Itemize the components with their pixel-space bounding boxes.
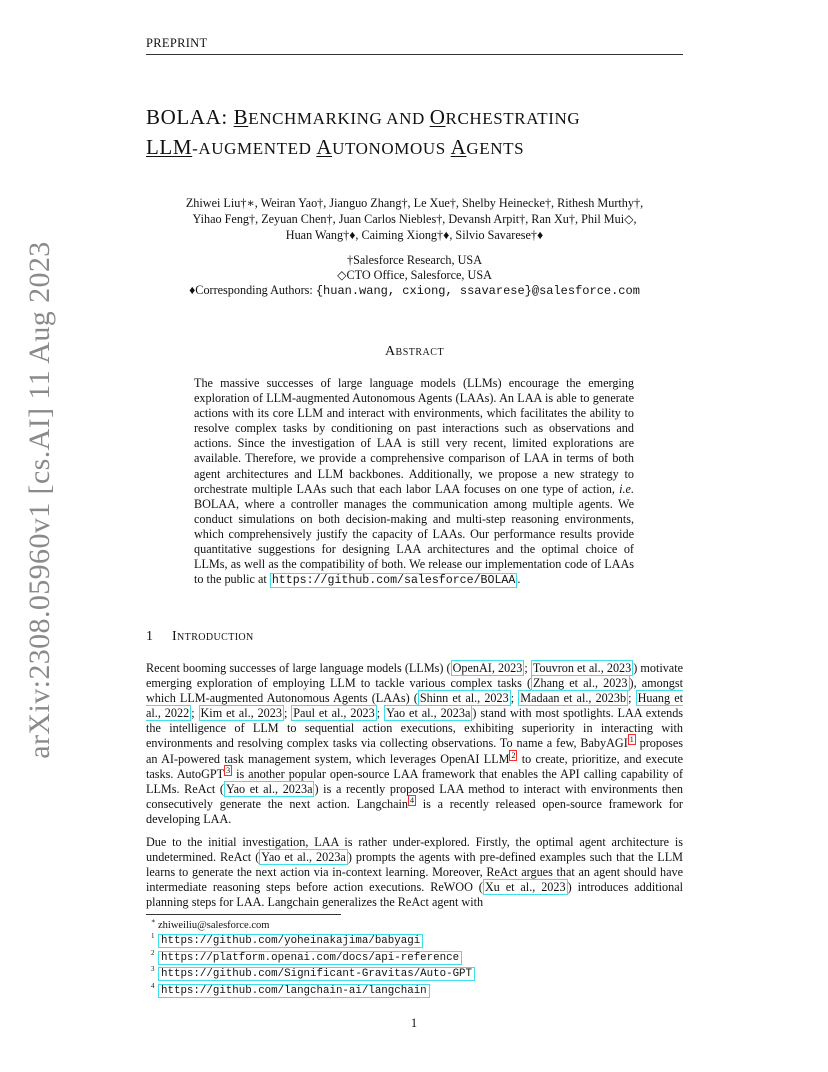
footnote-mark: 2 xyxy=(151,948,155,957)
citation-link[interactable]: Yao et al., 2023a xyxy=(261,850,346,865)
intro-paragraph-2 xyxy=(146,835,683,910)
paragraph-text: proposes an AI-powered task management system, which leverages OpenAI LLM xyxy=(146,736,683,766)
author-line: Zhiwei Liu†∗, Weiran Yao†, Jianguo Zhang†, Le Xue†, Shelby Heinecke†, Rithesh Murthy†, xyxy=(185,196,644,210)
abstract-ie: i.e. xyxy=(619,481,634,496)
paragraph-text: to create, prioritize, and execute tasks. AutoGPT xyxy=(146,751,683,781)
footnote-item xyxy=(151,948,475,966)
citation-link[interactable]: Shinn et al., 2023 xyxy=(419,691,509,706)
abstract-body xyxy=(194,376,634,588)
paragraph-text: ; xyxy=(510,691,519,706)
paper-title xyxy=(146,103,683,163)
paragraph-text: ; xyxy=(376,706,385,721)
footnote-link[interactable]: https://platform.openai.com/docs/api-reference xyxy=(158,951,462,965)
affiliations xyxy=(146,253,683,299)
paragraph-text: ) introduces additional planning steps for LAA. Langchain generalizes the ReAct agent with xyxy=(146,880,683,910)
citation-link[interactable]: Xu et al., 2023 xyxy=(484,880,566,895)
corresponding-authors xyxy=(146,283,683,299)
author-line: Yihao Feng†, Zeyuan Chen†, Juan Carlos Niebles†, Devansh Arpit†, Ran Xu†, Phil Mui◇, xyxy=(192,212,637,226)
citation-link[interactable]: Yao et al., 2023a xyxy=(386,706,471,721)
paragraph-text: ; xyxy=(191,706,199,721)
abstract-text-2: BOLAA, where a controller manages the communication among multiple agents. We conduct simulations on both decision-making and multi-step reasoning environments, which comprehensively justify the capacity of LAAs. Our performance results provide quantitative suggestions for designing LAA architectures and the optimal choice of LLMs, as well as the compatibility of both. We release our implementation code of LAAs to the public at xyxy=(194,496,634,587)
footnote-mark: ∗ xyxy=(151,917,156,925)
footnote-marker[interactable]: 1 xyxy=(629,735,634,745)
paragraph-text: ) prompts the agents with pre-defined examples such that the LLM learns to generate the next action via in-context learning. Moreover, ReAct argues that an agent should have intermediate reasoning steps before action executions. ReWOO ( xyxy=(146,850,684,895)
footnote-mark: 1 xyxy=(151,932,155,941)
footnote-item xyxy=(151,932,475,949)
citation-link[interactable]: Touvron et al., 2023 xyxy=(532,661,632,675)
affiliation-line: ◇CTO Office, Salesforce, USA xyxy=(337,268,492,282)
paragraph-text: ) motivate emerging exploration of employing LLM to tackle various complex tasks ( xyxy=(146,661,684,691)
author-list xyxy=(146,195,683,243)
author-line: Huan Wang†♦, Caiming Xiong†♦, Silvio Savarese†♦ xyxy=(285,228,544,242)
code-repo-link[interactable]: https://github.com/salesforce/BOLAA xyxy=(271,574,516,588)
title-part: ENCHMARKING AND xyxy=(248,109,430,128)
paragraph-text: ; xyxy=(628,691,636,706)
title-underlined-letter: LLM xyxy=(146,135,193,159)
running-head: PREPRINT xyxy=(146,36,683,55)
abstract-text: The massive successes of large language models (LLMs) encourage the emerging exploration of LLM-augmented Autonomous Agents (LAAs). An LAA is able to generate actions with its core LLM and interact with environments, which facilitates the ability to resolve complex tasks by conditioning on past interactions such as observations and actions. Since the investigation of LAA is still very recent, limited explorations are available. Therefore, we provide a comprehensive comparison of LAA in terms of both agent architectures and LLM backbones. Additionally, we propose a new strategy to orchestrate multiple LAAs such that each labor LAA focuses on one type of action, xyxy=(194,376,634,496)
footnote-mark: 4 xyxy=(151,981,155,990)
title-underlined-letter: B xyxy=(233,105,249,129)
title-part: BOLAA: xyxy=(146,105,234,129)
citation-link[interactable]: Paul et al., 2023 xyxy=(293,706,375,721)
footnote-marker[interactable]: 4 xyxy=(410,795,415,805)
title-underlined-letter: O xyxy=(429,105,446,129)
paragraph-text: Recent booming successes of large language models (LLMs) ( xyxy=(146,661,451,675)
footnote-item xyxy=(151,965,475,982)
section-number: 1 xyxy=(146,629,154,644)
paragraph-text: ; xyxy=(283,706,292,721)
footnote-text: zhiweiliu@salesforce.com xyxy=(158,920,270,931)
citation-link[interactable]: Yao et al., 2023a xyxy=(226,781,313,796)
section-heading xyxy=(146,629,254,645)
arxiv-stamp: arXiv:2308.05960v1 [cs.AI] 11 Aug 2023 xyxy=(23,241,56,759)
citation-link[interactable]: Zhang et al., 2023 xyxy=(533,676,628,691)
footnote-link[interactable]: https://github.com/langchain-ai/langchain xyxy=(158,984,430,998)
paragraph-text: ) is a recently proposed LAA method to interact with environments then consecutively generate the next action. Langchain xyxy=(146,781,683,811)
paragraph-text: ) stand with most spotlights. LAA extends the intelligence of LLM to sequential action executions, exhibiting superiority in interacting with environments and resolving complex tasks via collecting observations. To name a few, BabyAGI xyxy=(146,706,684,751)
footnote-marker[interactable]: 3 xyxy=(226,765,231,775)
footnotes xyxy=(151,917,475,999)
footnote-link[interactable]: https://github.com/Significant-Gravitas/Auto-GPT xyxy=(158,967,475,981)
title-part: RCHESTRATING xyxy=(445,109,581,128)
citation-link[interactable]: Kim et al., 2023 xyxy=(200,706,282,721)
footnote-mark: 3 xyxy=(151,965,155,974)
footnote-rule xyxy=(146,914,341,915)
footnote-link[interactable]: https://github.com/yoheinakajima/babyagi xyxy=(158,934,423,948)
paragraph-text: ; xyxy=(524,661,531,675)
title-line-2 xyxy=(146,133,683,163)
title-part: UTONOMOUS xyxy=(332,139,451,158)
title-underlined-letter: A xyxy=(316,135,333,159)
paragraph-text: ), amongst which LLM-augmented Autonomous Agents (LAAs) ( xyxy=(146,676,684,706)
footnote-item xyxy=(151,981,475,999)
title-underlined-letter: A xyxy=(450,135,467,159)
paragraph-text: is another popular open-source LAA framework that enables the API calling capability of LLMs. ReAct ( xyxy=(146,766,684,796)
paragraph-text: Due to the initial investigation, LAA is rather under-explored. Firstly, the optimal agent architecture is undetermined. ReAct ( xyxy=(146,835,683,865)
citation-link[interactable]: OpenAI, 2023 xyxy=(452,661,523,675)
footnote-item xyxy=(151,917,475,933)
abstract-end: . xyxy=(517,572,521,587)
section-title: Introduction xyxy=(172,629,254,644)
corresponding-emails: {huan.wang, cxiong, ssavarese}@salesforce.com xyxy=(315,284,640,298)
paragraph-text: is a recently released open-source framework for developing LAA. xyxy=(146,796,683,826)
citation-link[interactable]: Madaan et al., 2023b xyxy=(520,691,627,706)
affiliation-line: †Salesforce Research, USA xyxy=(346,253,483,267)
citation-link[interactable]: Huang et al., 2022 xyxy=(146,691,684,721)
intro-paragraph-1 xyxy=(146,661,683,827)
title-line-1 xyxy=(146,103,683,133)
title-part: GENTS xyxy=(466,139,525,158)
abstract-heading: Abstract xyxy=(384,344,445,359)
footnote-marker[interactable]: 2 xyxy=(511,750,516,760)
title-part: -AUGMENTED xyxy=(192,139,317,158)
corresponding-label: ♦Corresponding Authors: xyxy=(189,283,316,297)
page-number: 1 xyxy=(410,1016,418,1030)
